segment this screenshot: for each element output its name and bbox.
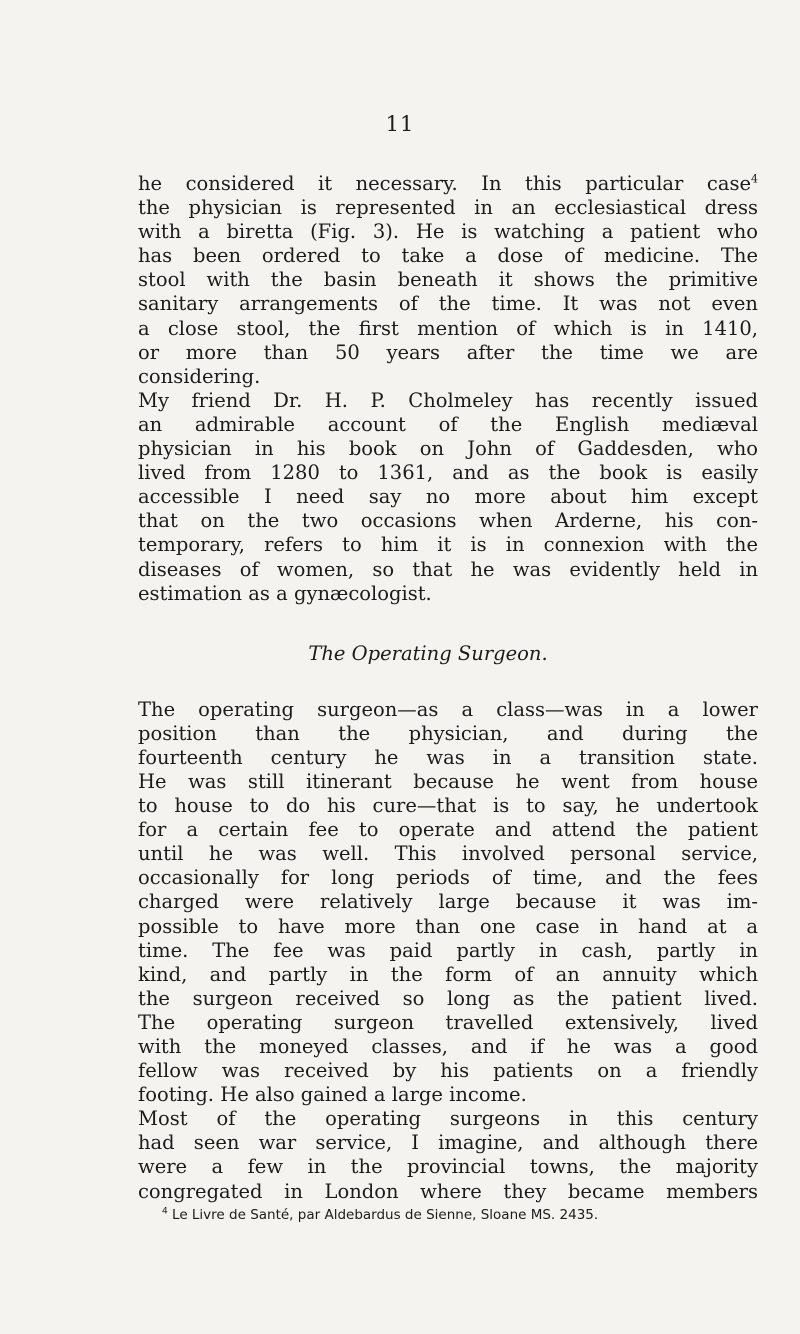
text-line: The operating surgeon travelled extensively, lived: [138, 1010, 758, 1034]
text-line: kind, and partly in the form of an annuity which: [138, 962, 758, 986]
text-line: or more than 50 years after the time we are: [138, 340, 758, 364]
text-line: possible to have more than one case in hand at a: [138, 914, 758, 938]
text-line: stool with the basin beneath it shows the primitive: [138, 268, 758, 292]
text-line: fourteenth century he was in a transition state.: [138, 745, 758, 769]
text-line: estimation as a gynæcologist.: [138, 581, 432, 605]
text-line: congregated in London where they became members: [138, 1179, 758, 1203]
text-line: to house to do his cure—that is to say, he undertook: [138, 794, 758, 818]
text-line: considering.: [138, 364, 261, 388]
body-text: [138, 172, 758, 1204]
text-line: for a certain fee to operate and attend the patient: [138, 818, 758, 842]
text-line: an admirable account of the English mediæval: [138, 412, 758, 436]
text-line: He was still itinerant because he went from house: [138, 769, 758, 793]
text-line: occasionally for long periods of time, and the fees: [138, 866, 758, 890]
text-line: temporary, refers to him it is in connexion with the: [138, 533, 758, 557]
text-line: position than the physician, and during the: [138, 721, 758, 745]
section-heading: The Operating Surgeon.: [308, 641, 548, 665]
page-number: 11: [385, 112, 415, 136]
text-line: diseases of women, so that he was evidently held in: [138, 557, 758, 581]
footnote: [162, 1206, 762, 1224]
text-line: a close stool, the first mention of which is in 1410,: [138, 316, 758, 340]
text-line: with a biretta (Fig. 3). He is watching a patient who: [138, 220, 758, 244]
paragraph-cholmeley: [138, 389, 758, 606]
text-line: charged were relatively large because it was im-: [138, 890, 758, 914]
text-line: until he was well. This involved personal service,: [138, 842, 758, 866]
footnote-ref: 4: [751, 172, 758, 186]
text-line: My friend Dr. H. P. Cholmeley has recently issued: [138, 388, 758, 412]
text-line: fellow was received by his patients on a friendly: [138, 1059, 758, 1083]
text-line: physician in his book on John of Gaddesden, who: [138, 437, 758, 461]
paragraph-war-service: [138, 1107, 758, 1203]
text-line: that on the two occasions when Arderne, his con-: [138, 509, 758, 533]
text-line: with the moneyed classes, and if he was a good: [138, 1035, 758, 1058]
text-line: were a few in the provincial towns, the majority: [138, 1155, 758, 1179]
text-line: accessible I need say no more about him except: [138, 485, 758, 509]
text-line: the surgeon received so long as the patient lived.: [138, 986, 758, 1010]
text-line: The operating surgeon—as a class—was in a lower: [138, 697, 758, 721]
text-line: he considered it necessary. In this particular case$^4$: [138, 172, 758, 195]
text-line: had seen war service, I imagine, and although there: [138, 1131, 758, 1155]
paragraph-operating-surgeon: [138, 698, 758, 1108]
text-line: time. The fee was paid partly in cash, partly in: [138, 938, 758, 962]
footnote-marker: 4: [162, 1206, 168, 1217]
text-line: lived from 1280 to 1361, and as the book is easily: [138, 461, 758, 485]
text-line: has been ordered to take a dose of medicine. The: [138, 244, 758, 268]
text-line: the physician is represented in an ecclesiastical dress: [138, 196, 758, 220]
text-line: Most of the operating surgeons in this century: [138, 1107, 758, 1131]
footnote-text: Le Livre de Santé, par Aldebardus de Sienne, Sloane MS. 2435.: [172, 1207, 599, 1223]
text-line: footing. He also gained a large income.: [138, 1083, 527, 1107]
text-line: sanitary arrangements of the time. It was not even: [138, 292, 758, 316]
paragraph-physician-dress: [138, 172, 758, 389]
